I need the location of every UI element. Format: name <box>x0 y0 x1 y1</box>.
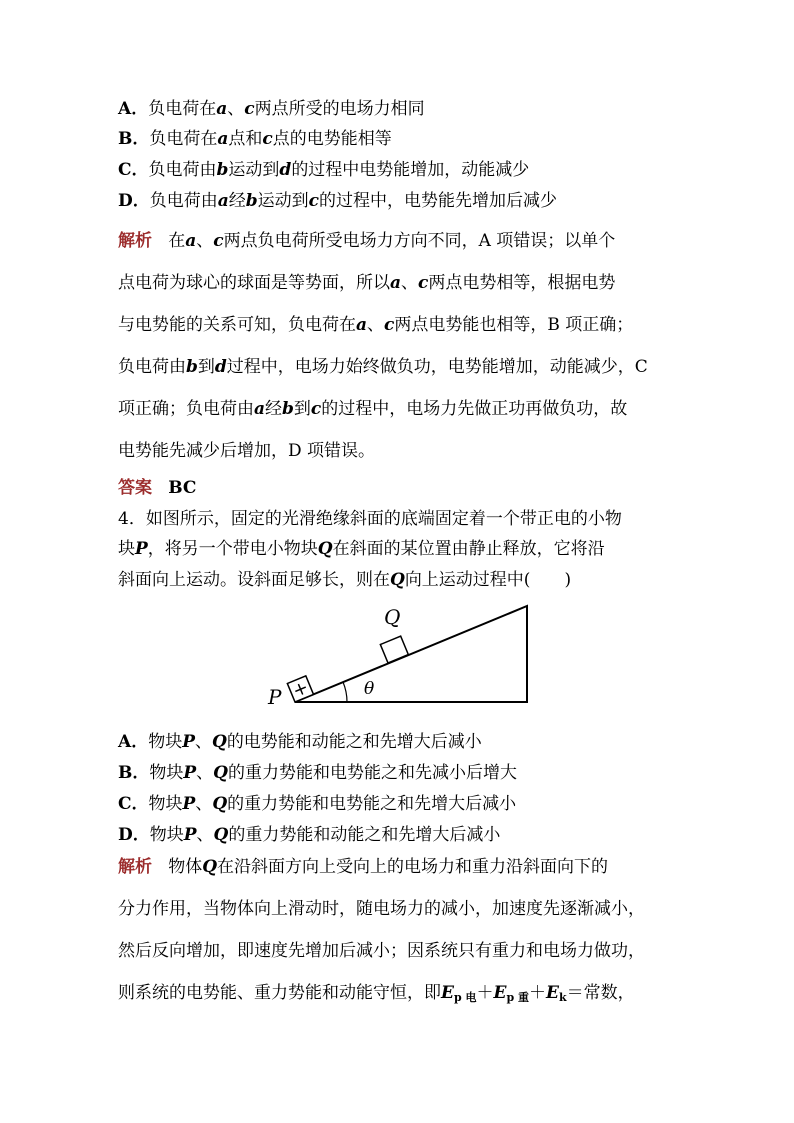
q3-analysis-line-2: 点电荷为球心的球面是等势面，所以a、c两点电势相等，根据电势 <box>118 273 616 293</box>
q4-option-d: D．物块P、Q的重力势能和动能之和先增大后减小 <box>118 825 501 845</box>
q3-analysis-line-4: 负电荷由b到d过程中，电场力始终做负功，电势能增加，动能减少，C <box>118 357 648 377</box>
q4-analysis-label: 解析 <box>118 857 152 877</box>
block-q <box>380 636 408 663</box>
q4-analysis-line-2: 分力作用，当物体向上滑动时，随电场力的减小，加速度先逐渐减小， <box>118 899 645 919</box>
angle-arc <box>343 682 347 702</box>
q3-answer-label: 答案 <box>118 478 152 498</box>
q3-answer <box>118 477 196 499</box>
q3-analysis-label: 解析 <box>118 231 152 251</box>
block-p <box>287 676 314 703</box>
q4-stem-line-3: 斜面向上运动。设斜面足够长，则在Q向上运动过程中( ) <box>118 570 572 590</box>
q3-option-c: C．负电荷由b运动到d的过程中电势能增加，动能减少 <box>118 160 530 180</box>
label-theta: θ <box>364 679 375 699</box>
q3-answer-value: BC <box>168 478 197 498</box>
incline-triangle <box>295 606 527 702</box>
q3-analysis-line-5: 项正确；负电荷由a经b到c的过程中，电场力先做正功再做负功，故 <box>118 399 628 419</box>
q4-option-c: C．物块P、Q的重力势能和电势能之和先增大后减小 <box>118 794 517 814</box>
q4-analysis-line-3: 然后反向增加，即速度先增加后减小；因系统只有重力和电场力做功， <box>118 941 645 961</box>
q3-option-d: D．负电荷由a经b运动到c的过程中，电势能先增加后减少 <box>118 191 558 211</box>
q3-option-b: B．负电荷在a点和c点的电势能相等 <box>118 129 392 149</box>
q3-analysis-line-1: 解析 在a、c两点负电荷所受电场力方向不同，A 项错误；以单个 <box>118 231 616 251</box>
q4-stem-line-2: 块P，将另一个带电小物块Q在斜面的某位置由静止释放，它将沿 <box>118 539 605 559</box>
q3-option-a: A．负电荷在a、c两点所受的电场力相同 <box>118 99 425 119</box>
q4-analysis-line-4: 则系统的电势能、重力势能和动能守恒，即$E_{p 电}+E_{p 重}+E_k=$常数， <box>118 983 635 1004</box>
q3-analysis-line-3: 与电势能的关系可知，负电荷在a、c两点电势能也相等，B 项正确； <box>118 315 634 335</box>
q4-option-b: B．物块P、Q的重力势能和电势能之和先减小后增大 <box>118 763 517 783</box>
plus-sign: + <box>289 676 312 702</box>
q4-analysis-line-1: 解析 物体Q在沿斜面方向上受向上的电场力和重力沿斜面向下的 <box>118 857 609 877</box>
q3-analysis-line-6: 电势能先减少后增加，D 项错误。 <box>118 441 376 461</box>
incline-figure <box>260 600 540 712</box>
label-q: Q <box>384 605 401 629</box>
q4-option-a: A．物块P、Q的电势能和动能之和先增大后减小 <box>118 732 482 752</box>
label-p: P <box>268 685 282 709</box>
q4-stem-line-1: 4．如图所示，固定的光滑绝缘斜面的底端固定着一个带正电的小物 <box>118 509 622 529</box>
